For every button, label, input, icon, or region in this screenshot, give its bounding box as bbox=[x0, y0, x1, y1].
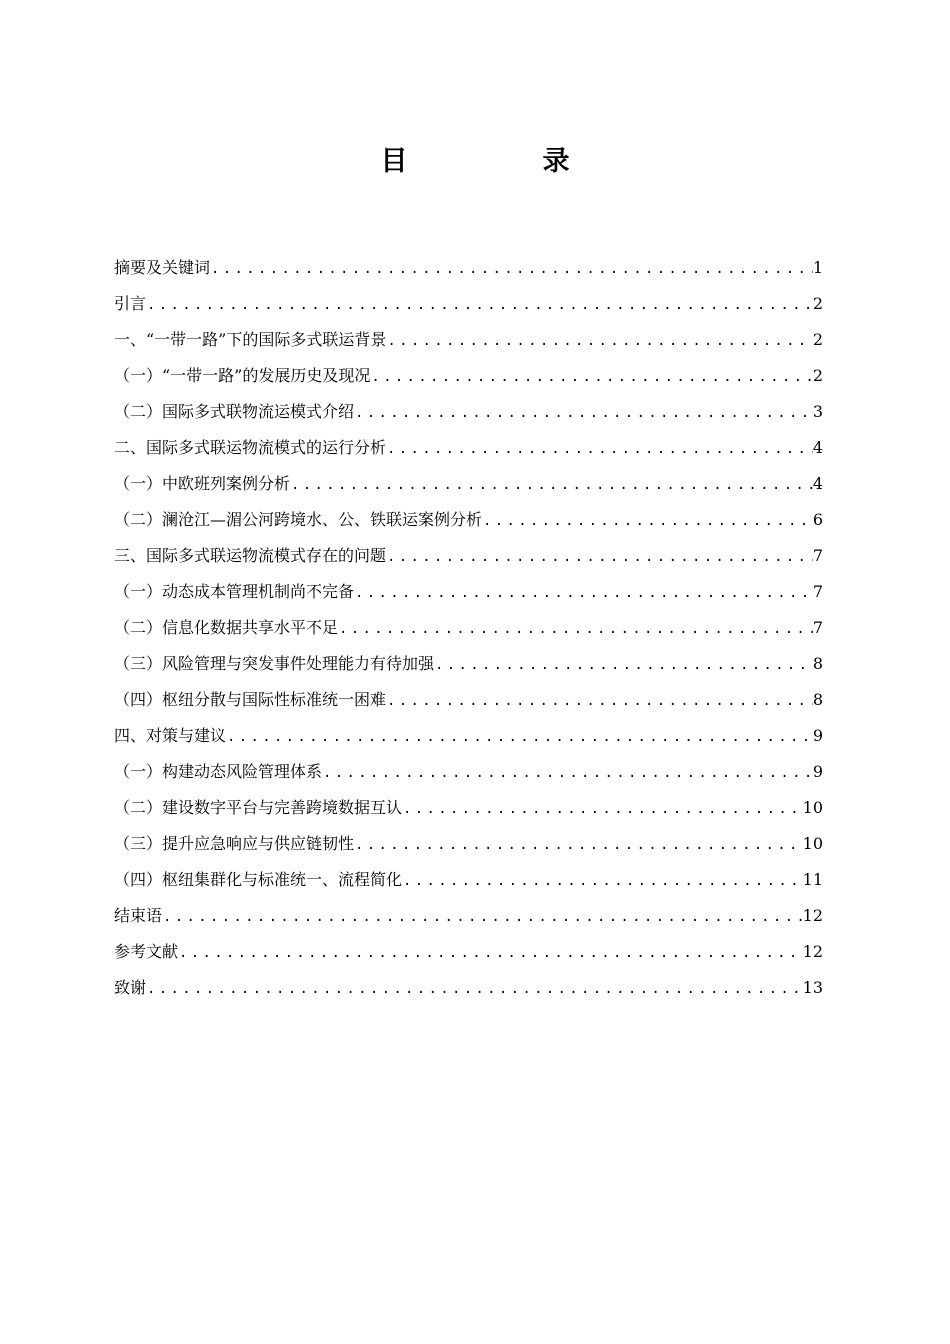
toc-entry-label: （二）国际多式联物流运模式介绍 bbox=[114, 402, 355, 421]
toc-entry-page-number: 2 bbox=[812, 366, 823, 385]
toc-entry-page-number: 9 bbox=[812, 726, 823, 745]
toc-dot-leader bbox=[290, 467, 813, 503]
toc-dot-leader bbox=[370, 359, 812, 395]
toc-entry-page-number: 3 bbox=[812, 402, 823, 421]
toc-entry-page-number: 12 bbox=[802, 906, 823, 925]
toc-entry-page-number: 8 bbox=[812, 654, 823, 673]
toc-dot-leader bbox=[386, 683, 813, 719]
toc-dot-leader bbox=[402, 863, 803, 899]
toc-entry[interactable] bbox=[114, 754, 823, 790]
toc-title: 目 录 bbox=[380, 146, 624, 177]
toc-entry[interactable] bbox=[114, 358, 823, 394]
toc-entry-page-number: 1 bbox=[812, 258, 823, 277]
toc-dot-leader bbox=[354, 827, 803, 863]
toc-dot-leader bbox=[146, 971, 803, 1007]
toc-entry-page-number: 10 bbox=[802, 834, 823, 853]
toc-entry-page-number: 4 bbox=[812, 438, 823, 457]
toc-entry[interactable] bbox=[114, 646, 823, 682]
toc-entry-page-number: 7 bbox=[812, 582, 823, 601]
toc-entry-label: 引言 bbox=[114, 294, 147, 313]
toc-entry-label: （一）构建动态风险管理体系 bbox=[114, 762, 323, 781]
toc-entry-label: 三、国际多式联运物流模式存在的问题 bbox=[114, 546, 387, 565]
toc-entry-page-number: 11 bbox=[802, 870, 823, 889]
toc-entry-page-number: 12 bbox=[802, 942, 823, 961]
toc-list bbox=[114, 250, 823, 1006]
toc-dot-leader bbox=[354, 575, 813, 611]
toc-dot-leader bbox=[434, 647, 813, 683]
toc-dot-leader bbox=[162, 899, 803, 935]
toc-dot-leader bbox=[226, 719, 813, 755]
toc-entry[interactable] bbox=[114, 574, 823, 610]
toc-dot-leader bbox=[402, 791, 803, 827]
toc-entry-label: （四）枢纽集群化与标准统一、流程简化 bbox=[114, 870, 403, 889]
toc-entry-label: （一）动态成本管理机制尚不完备 bbox=[114, 582, 355, 601]
toc-entry[interactable] bbox=[114, 682, 823, 718]
toc-entry-label: 结束语 bbox=[114, 906, 163, 925]
toc-entry[interactable] bbox=[114, 826, 823, 862]
toc-entry[interactable] bbox=[114, 898, 823, 934]
toc-entry[interactable] bbox=[114, 502, 823, 538]
toc-entry-page-number: 7 bbox=[812, 618, 823, 637]
toc-entry[interactable] bbox=[114, 934, 823, 970]
toc-entry[interactable] bbox=[114, 466, 823, 502]
toc-entry-label: （二）信息化数据共享水平不足 bbox=[114, 618, 339, 637]
toc-entry-label: 二、国际多式联运物流模式的运行分析 bbox=[114, 438, 387, 457]
toc-dot-leader bbox=[386, 431, 813, 467]
toc-entry-label: （一）“一带一路”的发展历史及现况 bbox=[114, 366, 371, 385]
toc-entry[interactable] bbox=[114, 430, 823, 466]
toc-dot-leader bbox=[210, 251, 813, 287]
toc-entry[interactable] bbox=[114, 286, 823, 322]
toc-entry[interactable] bbox=[114, 538, 823, 574]
toc-entry[interactable] bbox=[114, 394, 823, 430]
toc-entry[interactable] bbox=[114, 790, 823, 826]
toc-dot-leader bbox=[482, 503, 813, 539]
toc-entry-label: （四）枢纽分散与国际性标准统一困难 bbox=[114, 690, 387, 709]
toc-dot-leader bbox=[386, 539, 813, 575]
toc-entry[interactable] bbox=[114, 610, 823, 646]
toc-entry[interactable] bbox=[114, 250, 823, 286]
toc-entry-page-number: 2 bbox=[812, 294, 823, 313]
toc-entry-page-number: 8 bbox=[812, 690, 823, 709]
toc-entry-page-number: 9 bbox=[812, 762, 823, 781]
toc-entry-label: 一、“一带一路”下的国际多式联运背景 bbox=[114, 330, 387, 349]
toc-entry[interactable] bbox=[114, 322, 823, 358]
toc-entry-label: （二）建设数字平台与完善跨境数据互认 bbox=[114, 798, 403, 817]
toc-entry-label: 致谢 bbox=[114, 978, 147, 997]
toc-entry-label: 摘要及关键词 bbox=[114, 258, 211, 277]
toc-entry-page-number: 6 bbox=[812, 510, 823, 529]
toc-entry-page-number: 7 bbox=[812, 546, 823, 565]
toc-dot-leader bbox=[146, 287, 813, 323]
toc-entry-page-number: 13 bbox=[802, 978, 823, 997]
toc-entry-page-number: 2 bbox=[812, 330, 823, 349]
toc-entry-page-number: 10 bbox=[802, 798, 823, 817]
toc-dot-leader bbox=[322, 755, 813, 791]
toc-entry[interactable] bbox=[114, 862, 823, 898]
toc-entry-label: （二）澜沧江—湄公河跨境水、公、铁联运案例分析 bbox=[114, 510, 483, 529]
toc-dot-leader bbox=[354, 395, 813, 431]
toc-dot-leader bbox=[386, 323, 812, 359]
toc-dot-leader bbox=[178, 935, 803, 971]
toc-entry-page-number: 4 bbox=[812, 474, 823, 493]
toc-entry-label: （三）提升应急响应与供应链韧性 bbox=[114, 834, 355, 853]
toc-entry-label: 四、对策与建议 bbox=[114, 726, 227, 745]
toc-entry-label: （一）中欧班列案例分析 bbox=[114, 474, 291, 493]
toc-entry-label: 参考文献 bbox=[114, 942, 179, 961]
toc-entry[interactable] bbox=[114, 970, 823, 1006]
toc-entry-label: （三）风险管理与突发事件处理能力有待加强 bbox=[114, 654, 435, 673]
toc-dot-leader bbox=[338, 611, 813, 647]
toc-entry[interactable] bbox=[114, 718, 823, 754]
